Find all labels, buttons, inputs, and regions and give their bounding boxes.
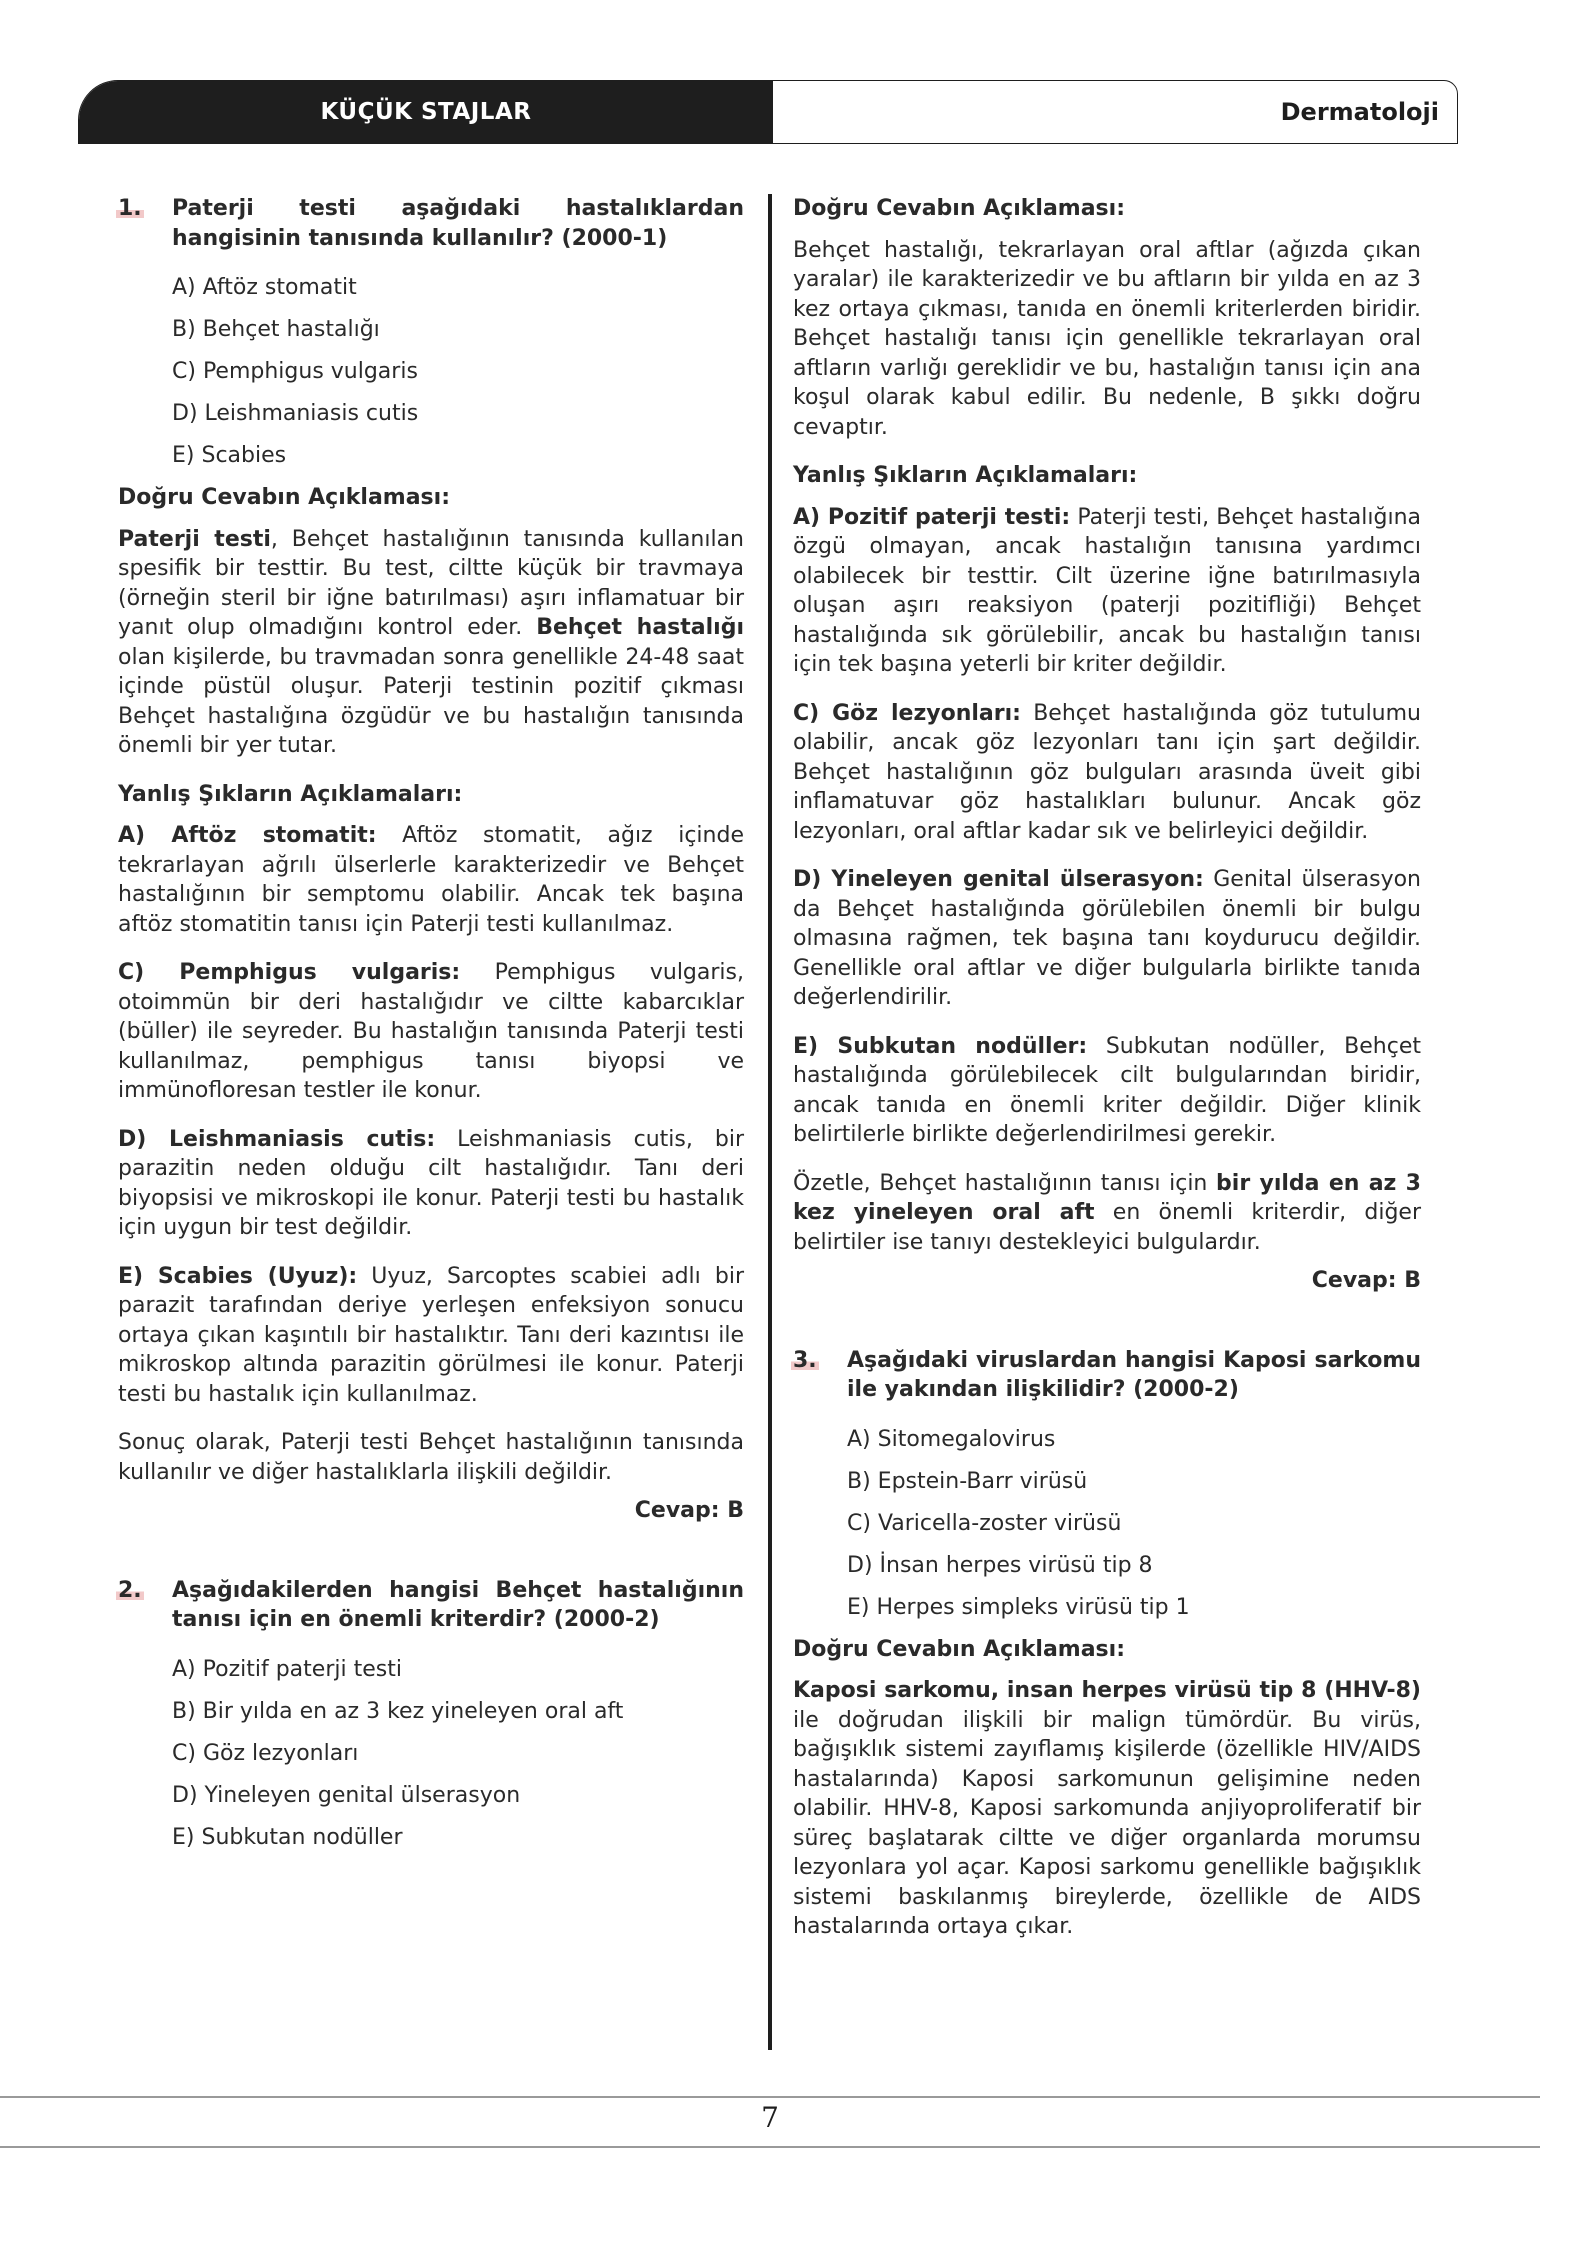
explanation-heading: Doğru Cevabın Açıklaması: [118, 485, 450, 510]
question-number: 2. [118, 1577, 142, 1603]
right-column [793, 194, 1421, 1961]
question-2 [118, 1576, 744, 1635]
option-e: E) Subkutan nodüller [172, 1824, 403, 1850]
header-subject-title: Dermatoloji [1280, 98, 1439, 126]
wrong-option-a: A) Aftöz stomatit: Aftöz stomatit, ağız içinde tekrarlayan ağrılı ülserlerle karakterizedir ve Behçet hastalığının bir semptomu olabilir. Ancak tek başına aftöz stomatitin tanısı için Paterji testi kullanılmaz. [118, 823, 744, 937]
options-list [118, 1649, 744, 1859]
question-text: Aşağıdaki viruslardan hangisi Kaposi sarkomu ile yakından ilişkilidir? (2000-2) [847, 1347, 1421, 1402]
explanation-heading: Doğru Cevabın Açıklaması: [793, 1636, 1125, 1662]
option-a: A) Aftöz stomatit [172, 275, 357, 300]
footer-rule-bottom [0, 2146, 1540, 2148]
question-text: Aşağıdakilerden hangisi Behçet hastalığının tanısı için en önemli kriterdir? (2000-2) [172, 1577, 744, 1632]
answer-label: Cevap: B [634, 1498, 744, 1523]
options-list [793, 1419, 1421, 1629]
wrong-option-a: A) Pozitif paterji testi: Paterji testi, Behçet hastalığına özgü olmayan, ancak hastalığın tanısına yardımcı olabilecek bir testtir. Cilt üzerine iğne batırılmasıyla oluşan aşırı reaksiyon (paterji pozitifliği) Behçet hastalığında sık görülebilir, ancak bu hastalığın tanısı için tek başına yeterli bir kriter değildir. [793, 504, 1421, 677]
wrong-option-d: D) Leishmaniasis cutis: Leishmaniasis cutis, bir parazitin neden olduğu cilt hastalığıdır. Tanı deri biyopsisi ve mikroskopi ile konur. Paterji testi bu hastalık için uygun bir test değildir. [118, 1126, 745, 1240]
option-d: D) Leishmaniasis cutis [172, 401, 419, 426]
question-number: 3. [793, 1347, 817, 1373]
header-section-title: KÜÇÜK STAJLAR [79, 81, 773, 143]
wrong-option-d: D) Yineleyen genital ülserasyon: Genital ülserasyon da Behçet hastalığında görülebilen önemli bir bulgu olmasına rağmen, tek başına tanı koydurucu değildir. Genellikle oral aftlar ve diğer bulgularla birlikte tanıda değerlendirilir. [793, 867, 1422, 1010]
footer-rule-top [0, 2096, 1540, 2098]
wrong-option-c: C) Pemphigus vulgaris: Pemphigus vulgaris, otoimmün bir deri hastalığıdır ve ciltte kabarcıklar (büller) ile seyreder. Bu hastalığın tanısında Paterji testi kullanılmaz, pemphigus tanısı biyopsi ve immünofloresan testler ile konur. [118, 960, 744, 1103]
question-3 [793, 1346, 1421, 1405]
wrong-option-c: C) Göz lezyonları: Behçet hastalığında göz tutulumu olabilir, ancak göz lezyonları tanı için şart değildir. Behçet hastalığının göz bulguları arasında üveit gibi inflamatuvar göz hastalıkları bulunur. Ancak göz lezyonları, oral aftlar kadar sık ve belirleyici değildir. [793, 700, 1421, 844]
option-b: B) Bir yılda en az 3 kez yineleyen oral aft [172, 1698, 624, 1724]
option-b: B) Behçet hastalığı [172, 317, 380, 342]
option-b: B) Epstein-Barr virüsü [847, 1468, 1088, 1494]
conclusion-paragraph: Sonuç olarak, Paterji testi Behçet hastalığının tanısında kullanılır ve diğer hastalıklarla ilişkili değildir. [118, 1430, 744, 1485]
wrong-options-heading: Yanlış Şıkların Açıklamaları: [793, 463, 1138, 488]
option-a: A) Pozitif paterji testi [172, 1656, 402, 1682]
options-list [118, 267, 744, 477]
explanation-paragraph: Kaposi sarkomu, insan herpes virüsü tip 8 (HHV-8) ile doğrudan ilişkili bir malign tümördür. Bu virüs, bağışıklık sistemi zayıflamış kişilerde (özellikle HIV/AIDS hastalarında) Kaposi sarkomunun gelişimine neden olabilir. HHV-8, Kaposi sarkomunda anjiyoproliferatif bir süreç başlatarak ciltte ve diğer organlarda morumsu lezyonlara yol açar. Kaposi sarkomu genellikle bağışıklık sistemi baskılanmış bireylerde, özellikle de AIDS hastalarında ortaya çıkar. [793, 1678, 1421, 1939]
wrong-option-e: E) Scabies (Uyuz): Uyuz, Sarcoptes scabiei adlı bir parazit tarafından deriye yerleşen enfeksiyon sonucu ortaya çıkan kaşıntılı bir hastalıktır. Tanı deri kazıntısı ile mikroskop altında parazitin görülmesi ile konur. Paterji testi bu hastalık için kullanılmaz. [118, 1263, 744, 1407]
explanation-heading: Doğru Cevabın Açıklaması: [793, 196, 1125, 221]
question-number: 1. [118, 196, 142, 221]
option-c: C) Göz lezyonları [172, 1740, 359, 1766]
option-d: D) İnsan herpes virüsü tip 8 [847, 1552, 1153, 1578]
left-column [118, 194, 744, 1865]
option-e: E) Scabies [172, 443, 287, 468]
question-1 [118, 194, 744, 253]
wrong-options-heading: Yanlış Şıkların Açıklamaları: [118, 781, 463, 807]
option-c: C) Varicella-zoster virüsü [847, 1510, 1122, 1536]
explanation-paragraph: Behçet hastalığı, tekrarlayan oral aftlar (ağızda çıkan yaralar) ile karakterizedir ve bu aftların bir yılda en az 3 kez ortaya çıkması, tanıda en önemli kriterlerden biridir. Behçet hastalığı tanısı için genellikle tekrarlayan oral aftların varlığı gereklidir ve bu, hastalığın tanısı için ana koşul olarak kabul edilir. Bu nedenle, B şıkkı doğru cevaptır. [793, 237, 1421, 440]
page-header [78, 80, 1458, 144]
option-d: D) Yineleyen genital ülserasyon [172, 1782, 521, 1808]
option-e: E) Herpes simpleks virüsü tip 1 [847, 1594, 1190, 1620]
question-text: Paterji testi aşağıdaki hastalıklardan hangisinin tanısında kullanılır? (2000-1) [172, 196, 744, 251]
option-a: A) Sitomegalovirus [847, 1426, 1056, 1452]
page-number: 7 [761, 2101, 779, 2134]
wrong-option-e: E) Subkutan nodüller: Subkutan nodüller, Behçet hastalığında görülebilecek cilt bulgularından biridir, ancak tanıda en önemli kriter değildir. Diğer klinik belirtilerle birlikte değerlendirilmesi gerekir. [793, 1033, 1422, 1147]
column-divider [768, 194, 772, 2050]
option-c: C) Pemphigus vulgaris [172, 359, 418, 384]
answer-label: Cevap: B [1311, 1268, 1421, 1293]
explanation-paragraph: Paterji testi, Behçet hastalığının tanısında kullanılan spesifik bir testtir. Bu test, ciltte küçük bir travmaya (örneğin steril bir iğne batırılması) aşırı inflamatuar bir yanıt olup olmadığını kontrol eder. Behçet hastalığı olan kişilerde, bu travmadan sonra genellikle 24-48 saat içinde püstül oluşur. Paterji testinin pozitif çıkması Behçet hastalığına özgüdür ve bu hastalığın tanısında önemli bir yer tutar. [118, 526, 745, 758]
summary-paragraph: Özetle, Behçet hastalığının tanısı için bir yılda en az 3 kez yineleyen oral aft en önemli kriterdir, diğer belirtiler ise tanıyı destekleyici bulgulardır. [793, 1170, 1421, 1255]
